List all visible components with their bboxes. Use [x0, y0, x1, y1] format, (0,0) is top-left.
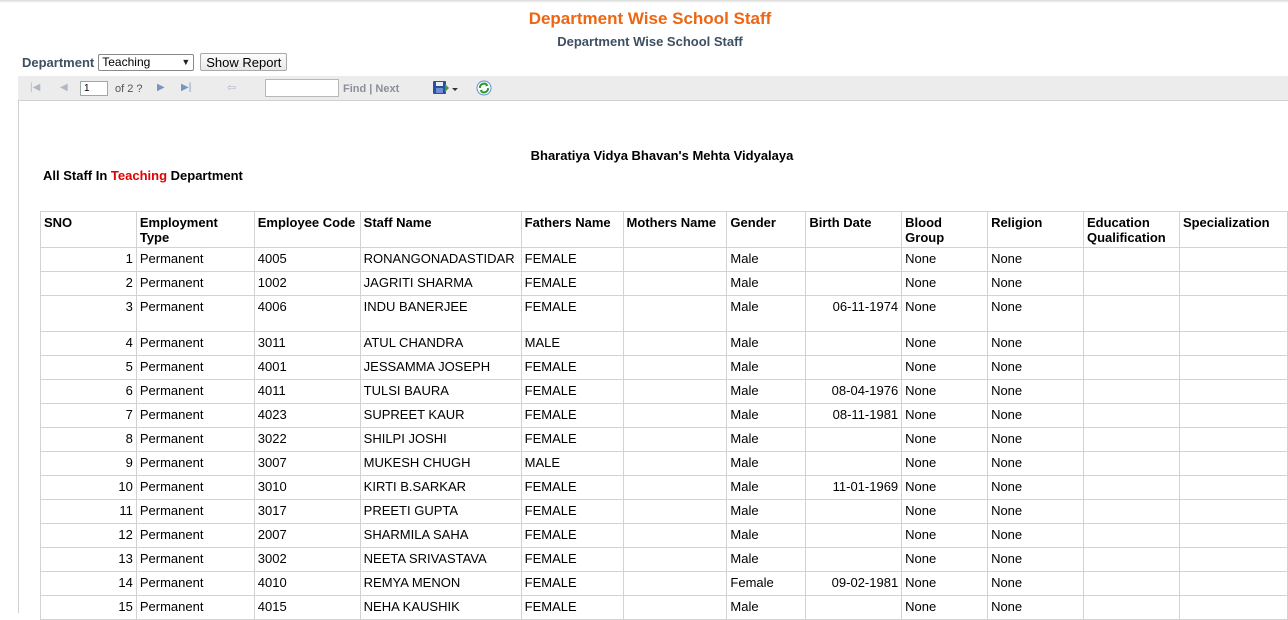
caption-department: Teaching — [110, 168, 168, 183]
cell-birth-date — [806, 332, 902, 356]
cell-employee-code: 4010 — [254, 572, 360, 596]
cell-specialization — [1179, 524, 1287, 548]
cell-employment-type: Permanent — [136, 524, 254, 548]
show-report-button[interactable]: Show Report — [200, 53, 287, 71]
cell-sno: 13 — [41, 548, 137, 572]
cell-staff-name: REMYA MENON — [360, 572, 521, 596]
cell-specialization — [1179, 296, 1287, 332]
table-row — [41, 332, 1288, 356]
cell-education — [1083, 380, 1179, 404]
cell-employee-code: 4011 — [254, 380, 360, 404]
cell-mothers-name — [623, 356, 727, 380]
cell-mothers-name — [623, 428, 727, 452]
col-education-qualification: Education Qualification — [1083, 212, 1179, 248]
cell-employment-type: Permanent — [136, 428, 254, 452]
next-page-icon[interactable]: ▶ — [157, 82, 165, 93]
cell-sno: 3 — [41, 296, 137, 332]
cell-staff-name: NEETA SRIVASTAVA — [360, 548, 521, 572]
cell-mothers-name — [623, 404, 727, 428]
cell-employment-type: Permanent — [136, 272, 254, 296]
department-select-value: Teaching — [102, 55, 151, 69]
cell-employment-type: Permanent — [136, 476, 254, 500]
cell-blood-group: None — [902, 596, 988, 620]
cell-fathers-name: FEMALE — [521, 572, 623, 596]
cell-specialization — [1179, 572, 1287, 596]
table-row — [41, 404, 1288, 428]
report-viewer-border — [18, 101, 19, 613]
table-row — [41, 248, 1288, 272]
cell-mothers-name — [623, 272, 727, 296]
cell-religion: None — [988, 572, 1084, 596]
previous-page-icon[interactable]: ◀ — [60, 82, 68, 93]
col-mothers-name: Mothers Name — [623, 212, 727, 248]
cell-employee-code: 3002 — [254, 548, 360, 572]
cell-employee-code: 4006 — [254, 296, 360, 332]
cell-blood-group: None — [902, 380, 988, 404]
save-export-icon[interactable] — [432, 80, 460, 96]
cell-blood-group: None — [902, 272, 988, 296]
cell-fathers-name: FEMALE — [521, 356, 623, 380]
report-caption — [43, 168, 243, 183]
cell-employment-type: Permanent — [136, 332, 254, 356]
cell-gender: Male — [727, 596, 806, 620]
col-gender: Gender — [727, 212, 806, 248]
col-blood-group: Blood Group — [902, 212, 988, 248]
cell-sno: 4 — [41, 332, 137, 356]
cell-sno: 1 — [41, 248, 137, 272]
cell-sno: 9 — [41, 452, 137, 476]
cell-employee-code: 4005 — [254, 248, 360, 272]
first-page-icon[interactable]: |◀ — [30, 82, 41, 93]
cell-gender: Male — [727, 380, 806, 404]
cell-employment-type: Permanent — [136, 500, 254, 524]
page-title: Department Wise School Staff — [528, 9, 772, 28]
cell-blood-group: None — [902, 524, 988, 548]
cell-religion: None — [988, 248, 1084, 272]
col-specialization: Specialization — [1179, 212, 1287, 248]
cell-sno: 2 — [41, 272, 137, 296]
cell-specialization — [1179, 332, 1287, 356]
cell-fathers-name: FEMALE — [521, 596, 623, 620]
cell-blood-group: None — [902, 476, 988, 500]
cell-employee-code: 3011 — [254, 332, 360, 356]
col-fathers-name: Fathers Name — [521, 212, 623, 248]
cell-employee-code: 3017 — [254, 500, 360, 524]
cell-mothers-name — [623, 332, 727, 356]
table-row — [41, 380, 1288, 404]
cell-fathers-name: FEMALE — [521, 248, 623, 272]
table-row — [41, 452, 1288, 476]
cell-staff-name: PREETI GUPTA — [360, 500, 521, 524]
cell-fathers-name: FEMALE — [521, 428, 623, 452]
top-edge — [0, 0, 1288, 3]
cell-education — [1083, 248, 1179, 272]
cell-specialization — [1179, 452, 1287, 476]
cell-education — [1083, 596, 1179, 620]
cell-staff-name: SHILPI JOSHI — [360, 428, 521, 452]
cell-employment-type: Permanent — [136, 452, 254, 476]
col-birth-date: Birth Date — [806, 212, 902, 248]
cell-religion: None — [988, 404, 1084, 428]
cell-staff-name: TULSI BAURA — [360, 380, 521, 404]
cell-employee-code: 1002 — [254, 272, 360, 296]
cell-birth-date — [806, 356, 902, 380]
cell-birth-date — [806, 524, 902, 548]
cell-religion: None — [988, 524, 1084, 548]
cell-blood-group: None — [902, 500, 988, 524]
page-subtitle: Department Wise School Staff — [557, 34, 743, 49]
cell-sno: 14 — [41, 572, 137, 596]
cell-employment-type: Permanent — [136, 404, 254, 428]
cell-specialization — [1179, 404, 1287, 428]
cell-sno: 11 — [41, 500, 137, 524]
find-next-link[interactable]: Find | Next — [343, 83, 400, 95]
cell-employee-code: 2007 — [254, 524, 360, 548]
cell-birth-date: 09-02-1981 — [806, 572, 902, 596]
cell-education — [1083, 404, 1179, 428]
cell-mothers-name — [623, 500, 727, 524]
cell-birth-date — [806, 500, 902, 524]
cell-employee-code: 4023 — [254, 404, 360, 428]
table-row — [41, 524, 1288, 548]
cell-birth-date — [806, 248, 902, 272]
cell-employment-type: Permanent — [136, 572, 254, 596]
cell-religion: None — [988, 476, 1084, 500]
cell-blood-group: None — [902, 428, 988, 452]
cell-employee-code: 4001 — [254, 356, 360, 380]
department-filter — [22, 53, 287, 71]
table-header-row — [41, 212, 1288, 248]
cell-sno: 7 — [41, 404, 137, 428]
cell-religion: None — [988, 428, 1084, 452]
cell-specialization — [1179, 596, 1287, 620]
cell-education — [1083, 524, 1179, 548]
cell-gender: Male — [727, 356, 806, 380]
school-name: Bharatiya Vidya Bhavan's Mehta Vidyalaya — [530, 148, 794, 163]
cell-employment-type: Permanent — [136, 248, 254, 272]
cell-education — [1083, 572, 1179, 596]
cell-religion: None — [988, 548, 1084, 572]
cell-employment-type: Permanent — [136, 380, 254, 404]
cell-staff-name: JESSAMMA JOSEPH — [360, 356, 521, 380]
cell-employee-code: 3010 — [254, 476, 360, 500]
cell-employee-code: 3022 — [254, 428, 360, 452]
cell-employee-code: 4015 — [254, 596, 360, 620]
cell-education — [1083, 428, 1179, 452]
cell-staff-name: KIRTI B.SARKAR — [360, 476, 521, 500]
page-number-input[interactable]: 1 — [80, 81, 108, 96]
cell-education — [1083, 332, 1179, 356]
find-input[interactable] — [265, 79, 339, 97]
table-row — [41, 548, 1288, 572]
cell-mothers-name — [623, 380, 727, 404]
cell-blood-group: None — [902, 548, 988, 572]
caption-prefix: All Staff In — [43, 168, 108, 183]
cell-education — [1083, 548, 1179, 572]
cell-gender: Male — [727, 404, 806, 428]
cell-gender: Male — [727, 248, 806, 272]
cell-gender: Male — [727, 524, 806, 548]
cell-sno: 6 — [41, 380, 137, 404]
table-row — [41, 500, 1288, 524]
table-row — [41, 596, 1288, 620]
cell-mothers-name — [623, 476, 727, 500]
cell-staff-name: RONANGONADASTIDAR — [360, 248, 521, 272]
cell-religion: None — [988, 332, 1084, 356]
cell-fathers-name: FEMALE — [521, 272, 623, 296]
cell-specialization — [1179, 428, 1287, 452]
cell-education — [1083, 296, 1179, 332]
col-employment-type: Employment Type — [136, 212, 254, 248]
last-page-icon[interactable]: ▶| — [181, 82, 192, 93]
report-toolbar — [18, 76, 1288, 101]
cell-staff-name: SHARMILA SAHA — [360, 524, 521, 548]
cell-employment-type: Permanent — [136, 356, 254, 380]
cell-birth-date: 06-11-1974 — [806, 296, 902, 332]
col-employee-code: Employee Code — [254, 212, 360, 248]
cell-gender: Male — [727, 476, 806, 500]
cell-education — [1083, 272, 1179, 296]
cell-specialization — [1179, 476, 1287, 500]
cell-mothers-name — [623, 572, 727, 596]
cell-birth-date: 08-04-1976 — [806, 380, 902, 404]
page-count: of 2 ? — [115, 83, 143, 95]
cell-staff-name: ATUL CHANDRA — [360, 332, 521, 356]
cell-staff-name: INDU BANERJEE — [360, 296, 521, 332]
cell-religion: None — [988, 296, 1084, 332]
cell-mothers-name — [623, 296, 727, 332]
cell-sno: 10 — [41, 476, 137, 500]
cell-gender: Male — [727, 428, 806, 452]
staff-table — [40, 211, 1288, 620]
cell-employee-code: 3007 — [254, 452, 360, 476]
cell-sno: 8 — [41, 428, 137, 452]
chevron-down-icon: ▼ — [181, 57, 191, 67]
cell-fathers-name: FEMALE — [521, 524, 623, 548]
refresh-icon[interactable] — [476, 80, 492, 96]
cell-birth-date — [806, 272, 902, 296]
cell-specialization — [1179, 248, 1287, 272]
cell-education — [1083, 500, 1179, 524]
cell-specialization — [1179, 356, 1287, 380]
cell-staff-name: SUPREET KAUR — [360, 404, 521, 428]
cell-mothers-name — [623, 248, 727, 272]
cell-sno: 15 — [41, 596, 137, 620]
col-religion: Religion — [988, 212, 1084, 248]
table-row — [41, 476, 1288, 500]
cell-blood-group: None — [902, 356, 988, 380]
cell-sno: 12 — [41, 524, 137, 548]
table-row — [41, 296, 1288, 332]
cell-blood-group: None — [902, 452, 988, 476]
table-row — [41, 356, 1288, 380]
department-label: Department — [22, 54, 95, 70]
cell-education — [1083, 452, 1179, 476]
cell-birth-date — [806, 548, 902, 572]
cell-blood-group: None — [902, 332, 988, 356]
cell-fathers-name: MALE — [521, 452, 623, 476]
cell-fathers-name: FEMALE — [521, 476, 623, 500]
cell-employment-type: Permanent — [136, 548, 254, 572]
department-select[interactable] — [98, 54, 194, 71]
cell-blood-group: None — [902, 404, 988, 428]
cell-staff-name: NEHA KAUSHIK — [360, 596, 521, 620]
cell-fathers-name: FEMALE — [521, 500, 623, 524]
cell-religion: None — [988, 596, 1084, 620]
table-row — [41, 572, 1288, 596]
cell-birth-date — [806, 428, 902, 452]
cell-employment-type: Permanent — [136, 596, 254, 620]
cell-fathers-name: MALE — [521, 332, 623, 356]
cell-birth-date — [806, 596, 902, 620]
cell-gender: Male — [727, 452, 806, 476]
cell-mothers-name — [623, 524, 727, 548]
cell-blood-group: None — [902, 572, 988, 596]
table-row — [41, 272, 1288, 296]
cell-staff-name: JAGRITI SHARMA — [360, 272, 521, 296]
cell-blood-group: None — [902, 296, 988, 332]
col-sno: SNO — [41, 212, 137, 248]
cell-staff-name: MUKESH CHUGH — [360, 452, 521, 476]
cell-birth-date: 11-01-1969 — [806, 476, 902, 500]
cell-employment-type: Permanent — [136, 296, 254, 332]
cell-gender: Male — [727, 548, 806, 572]
cell-specialization — [1179, 380, 1287, 404]
cell-gender: Male — [727, 332, 806, 356]
cell-birth-date: 08-11-1981 — [806, 404, 902, 428]
cell-religion: None — [988, 356, 1084, 380]
table-row — [41, 428, 1288, 452]
cell-fathers-name: FEMALE — [521, 404, 623, 428]
cell-gender: Female — [727, 572, 806, 596]
cell-fathers-name: FEMALE — [521, 296, 623, 332]
cell-specialization — [1179, 272, 1287, 296]
cell-specialization — [1179, 500, 1287, 524]
cell-mothers-name — [623, 452, 727, 476]
cell-gender: Male — [727, 272, 806, 296]
cell-birth-date — [806, 452, 902, 476]
caption-suffix: Department — [170, 168, 243, 183]
cell-gender: Male — [727, 296, 806, 332]
cell-sno: 5 — [41, 356, 137, 380]
cell-religion: None — [988, 500, 1084, 524]
cell-mothers-name — [623, 596, 727, 620]
cell-religion: None — [988, 380, 1084, 404]
cell-fathers-name: FEMALE — [521, 548, 623, 572]
cell-blood-group: None — [902, 248, 988, 272]
cell-religion: None — [988, 452, 1084, 476]
cell-education — [1083, 356, 1179, 380]
cell-education — [1083, 476, 1179, 500]
col-staff-name: Staff Name — [360, 212, 521, 248]
cell-religion: None — [988, 272, 1084, 296]
cell-specialization — [1179, 548, 1287, 572]
cell-fathers-name: FEMALE — [521, 380, 623, 404]
back-icon[interactable]: ⇦ — [227, 82, 237, 94]
cell-mothers-name — [623, 548, 727, 572]
cell-gender: Male — [727, 500, 806, 524]
